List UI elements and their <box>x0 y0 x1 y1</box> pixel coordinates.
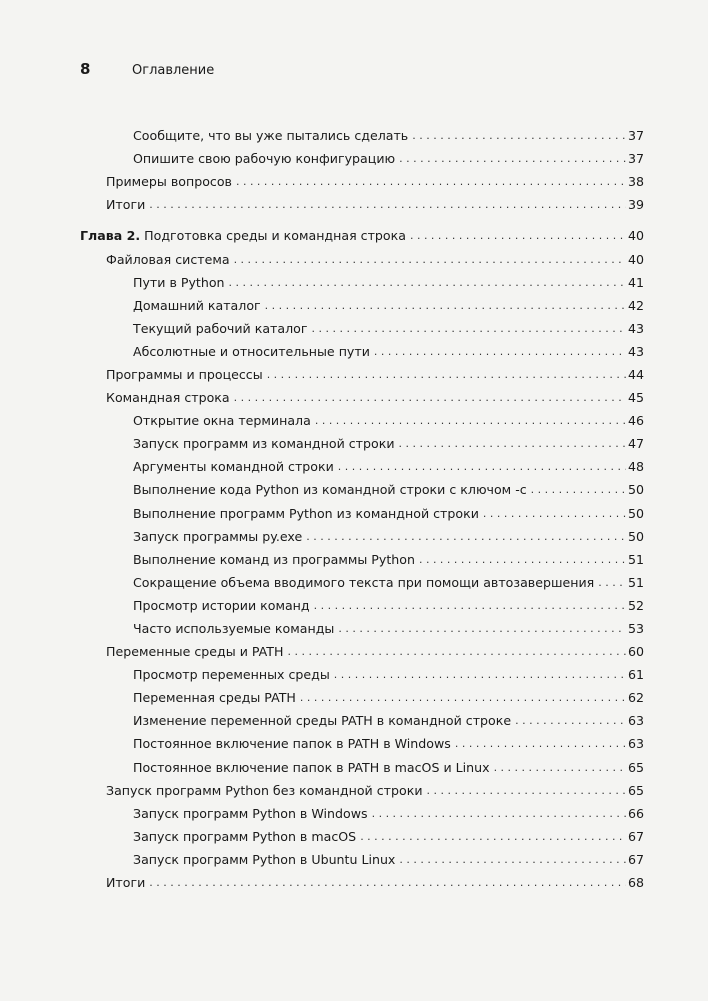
toc-entry-title <box>133 321 311 336</box>
dot-leader <box>287 645 626 658</box>
toc-entry-title <box>133 413 315 428</box>
toc-entry <box>80 170 644 193</box>
toc-entry <box>80 571 644 594</box>
dot-leader <box>360 830 626 843</box>
toc-entry-label: Опишите свою рабочую конфигурацию <box>133 151 396 167</box>
toc-entry <box>80 617 644 640</box>
toc-entry <box>80 756 644 779</box>
toc-entry-title <box>133 829 360 844</box>
dot-leader <box>315 414 626 427</box>
toc-entry-title <box>133 151 399 166</box>
toc-page-number: 51 <box>627 551 644 567</box>
toc-chapter-entry <box>80 224 644 247</box>
dot-leader <box>399 437 626 450</box>
toc-entry-title <box>106 644 287 659</box>
toc-entry-label: Постоянное включение папок в PATH в Windows <box>133 736 451 752</box>
toc-entry-title <box>133 736 455 751</box>
toc-page-number: 50 <box>627 528 644 544</box>
toc-entry-label: Выполнение программ Python из командной строки <box>133 505 479 521</box>
dot-leader <box>338 460 626 473</box>
toc-entry-title <box>133 436 399 451</box>
toc-page-number: 61 <box>627 667 644 683</box>
toc-entry <box>80 525 644 548</box>
toc-entry-label: Переменная среды PATH <box>133 690 296 706</box>
dot-leader <box>265 299 626 312</box>
toc-entry-label: Итоги <box>106 197 146 213</box>
toc-entry-title <box>133 128 412 143</box>
toc-entry-label: Просмотр переменных среды <box>133 667 330 683</box>
toc-entry-label: Запуск программ из командной строки <box>133 436 395 452</box>
toc-entry <box>80 271 644 294</box>
toc-entry-title <box>106 875 149 890</box>
toc-page-number: 48 <box>627 459 644 475</box>
toc-entry <box>80 663 644 686</box>
toc-entry <box>80 871 644 894</box>
toc-entry-title <box>106 390 234 405</box>
toc-page-number: 39 <box>627 197 644 213</box>
toc-entry-label: Открытие окна терминала <box>133 413 311 429</box>
toc-entry-title <box>133 506 483 521</box>
toc-entry-title <box>133 598 314 613</box>
dot-leader <box>149 876 626 889</box>
toc-page-number: 50 <box>627 482 644 498</box>
dot-leader <box>229 276 626 289</box>
toc-entry-title <box>106 367 267 382</box>
toc-entry-title <box>133 806 372 821</box>
toc-entry-label: Итоги <box>106 875 146 891</box>
toc-entry-title <box>133 713 515 728</box>
dot-leader <box>149 198 626 211</box>
toc-page-number: 53 <box>627 621 644 637</box>
toc-entry-label: Сокращение объема вводимого текста при помощи автозавершения <box>133 574 595 590</box>
toc-entry <box>80 193 644 216</box>
dot-leader <box>236 175 626 188</box>
toc-page-number: 50 <box>627 505 644 521</box>
toc-entry-title <box>133 760 494 775</box>
dot-leader <box>267 368 626 381</box>
toc-entry-label: Выполнение кода Python из командной строки с ключом -c <box>133 482 527 498</box>
toc-page-number: 37 <box>627 151 644 167</box>
dot-leader <box>531 483 626 496</box>
dot-leader <box>494 761 626 774</box>
dot-leader <box>427 784 626 797</box>
toc-page-number: 67 <box>627 851 644 867</box>
toc-entry <box>80 825 644 848</box>
dot-leader <box>334 668 626 681</box>
toc-entry <box>80 686 644 709</box>
toc-page-number: 44 <box>627 366 644 382</box>
dot-leader <box>598 576 626 589</box>
dot-leader <box>412 129 626 142</box>
toc-entry <box>80 147 644 170</box>
running-title: Оглавление <box>132 63 215 78</box>
dot-leader <box>306 530 626 543</box>
toc-entry-label: Запуск программ Python в macOS <box>133 828 357 844</box>
toc-entry-label: Часто используемые команды <box>133 621 335 637</box>
toc-entry-title <box>133 852 399 867</box>
toc-entry <box>80 363 644 386</box>
toc-entry-title <box>106 252 234 267</box>
toc-entry <box>80 432 644 455</box>
toc-entry-title <box>106 174 236 189</box>
page-header <box>80 60 214 78</box>
toc-entry <box>80 594 644 617</box>
toc-page-number: 37 <box>627 128 644 144</box>
toc-entry <box>80 548 644 571</box>
toc-entry-label: Постоянное включение папок в PATH в macOS и Linux <box>133 759 490 775</box>
toc-entry <box>80 124 644 147</box>
toc-entry <box>80 709 644 732</box>
toc-entry-title <box>133 275 229 290</box>
toc-entry <box>80 247 644 270</box>
toc-entry-title <box>133 344 374 359</box>
toc-entry-title <box>133 575 598 590</box>
toc-entry <box>80 848 644 871</box>
toc-page-number: 68 <box>627 875 644 891</box>
toc-entry-label: Подготовка среды и командная строка <box>140 228 406 244</box>
toc-entry-label: Запуск программы py.exe <box>133 528 303 544</box>
page-number: 8 <box>80 60 91 78</box>
toc-page-number: 45 <box>627 390 644 406</box>
dot-leader <box>455 737 626 750</box>
toc-page-number: 41 <box>627 274 644 290</box>
toc-entry-label: Файловая система <box>106 251 230 267</box>
toc-page-number: 66 <box>627 805 644 821</box>
toc-page-number: 63 <box>627 713 644 729</box>
dot-leader <box>314 599 626 612</box>
toc-page-number: 65 <box>627 759 644 775</box>
toc-entry <box>80 640 644 663</box>
toc-entry-label: Абсолютные и относительные пути <box>133 343 370 359</box>
toc-page-number: 62 <box>627 690 644 706</box>
toc-page-number: 65 <box>627 782 644 798</box>
toc-page-number: 63 <box>627 736 644 752</box>
toc-entry <box>80 340 644 363</box>
dot-leader <box>399 152 626 165</box>
toc-entry-title <box>133 459 338 474</box>
dot-leader <box>515 714 626 727</box>
toc-entry-label: Просмотр истории команд <box>133 597 310 613</box>
toc-entry-title <box>133 690 300 705</box>
dot-leader <box>311 322 625 335</box>
toc-entry-label: Изменение переменной среды PATH в командной строке <box>133 713 512 729</box>
toc-entry <box>80 455 644 478</box>
toc-page-number: 40 <box>627 228 644 244</box>
toc-entry-title <box>80 228 410 243</box>
toc-entry <box>80 732 644 755</box>
toc-entry-title <box>133 552 419 567</box>
toc-entry-title <box>106 197 149 212</box>
dot-leader <box>338 622 626 635</box>
chapter-prefix: Глава 2. <box>80 228 141 244</box>
toc-entry-label: Домашний каталог <box>133 297 261 313</box>
dot-leader <box>234 253 626 266</box>
toc-entry-label: Запуск программ Python в Windows <box>133 805 368 821</box>
toc-page-number: 42 <box>627 297 644 313</box>
toc-entry-label: Программы и процессы <box>106 366 263 382</box>
dot-leader <box>300 691 626 704</box>
toc-page-number: 40 <box>627 251 644 267</box>
toc-entry <box>80 294 644 317</box>
toc-page-number: 38 <box>627 174 644 190</box>
toc-entry <box>80 409 644 432</box>
toc-entry-label: Запуск программ Python в Ubuntu Linux <box>133 851 396 867</box>
toc-entry-label: Выполнение команд из программы Python <box>133 551 415 567</box>
toc-entry-label: Примеры вопросов <box>106 174 232 190</box>
toc-entry-title <box>133 621 338 636</box>
toc-entry <box>80 478 644 501</box>
toc-entry-label: Пути в Python <box>133 274 225 290</box>
toc-page-number: 43 <box>627 343 644 359</box>
toc-page-number: 60 <box>627 644 644 660</box>
toc-entry-title <box>133 298 265 313</box>
toc-page-number: 67 <box>627 828 644 844</box>
toc-entry-title <box>133 667 334 682</box>
toc-entry-label: Текущий рабочий каталог <box>133 320 308 336</box>
toc-entry-title <box>106 783 427 798</box>
toc-entry <box>80 802 644 825</box>
toc-page-number: 47 <box>627 436 644 452</box>
toc-entry <box>80 779 644 802</box>
toc-entry-label: Запуск программ Python без командной строки <box>106 782 423 798</box>
dot-leader <box>419 553 626 566</box>
dot-leader <box>410 229 626 242</box>
dot-leader <box>372 807 626 820</box>
toc-page-number: 46 <box>627 413 644 429</box>
dot-leader <box>234 391 626 404</box>
toc-page-number: 43 <box>627 320 644 336</box>
table-of-contents <box>80 124 644 894</box>
dot-leader <box>483 507 626 520</box>
toc-entry-title <box>133 529 306 544</box>
toc-entry-label: Командная строка <box>106 390 230 406</box>
toc-entry-label: Переменные среды и PATH <box>106 644 284 660</box>
toc-entry <box>80 386 644 409</box>
toc-entry-label: Сообщите, что вы уже пытались сделать <box>133 128 409 144</box>
toc-entry <box>80 502 644 525</box>
dot-leader <box>374 345 626 358</box>
toc-page-number: 51 <box>627 574 644 590</box>
toc-entry-title <box>133 482 531 497</box>
dot-leader <box>399 853 626 866</box>
toc-entry-label: Аргументы командной строки <box>133 459 334 475</box>
toc-page-number: 52 <box>627 597 644 613</box>
toc-entry <box>80 317 644 340</box>
